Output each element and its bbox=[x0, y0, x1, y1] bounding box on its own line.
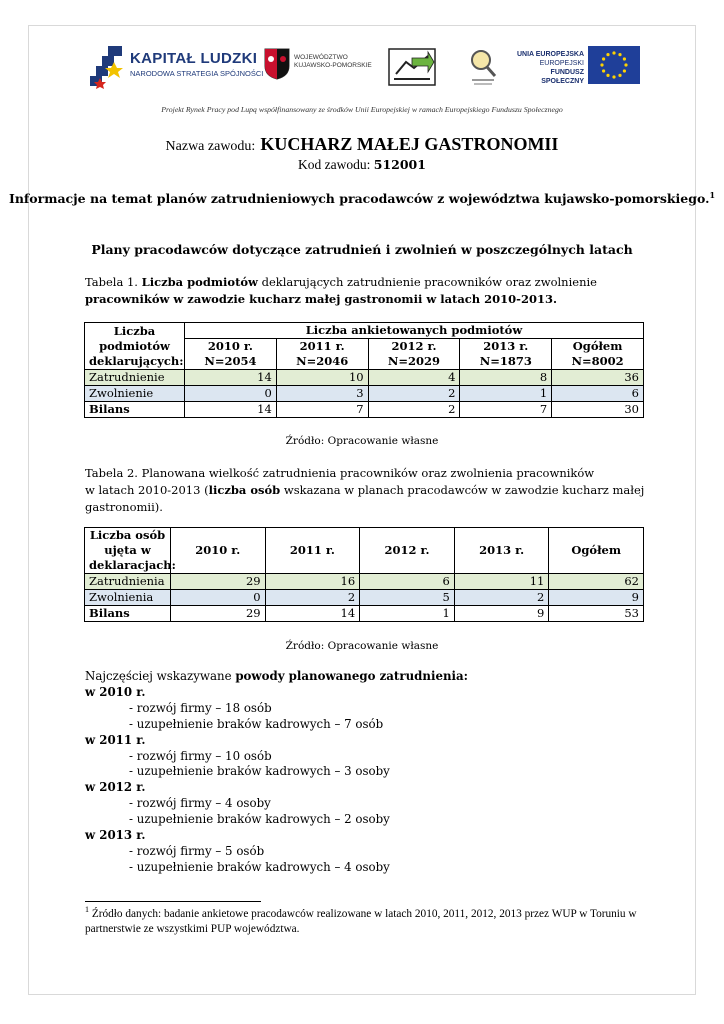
project-funding-line: Projekt Rynek Pracy pod Lupą współfinansowany ze środków Unii Europejskiej w ramach Europejskiego Funduszu Społecznego bbox=[161, 105, 563, 114]
list-item: - uzupełnienie braków kadrowych – 7 osób bbox=[129, 716, 384, 731]
reasons-intro bbox=[85, 669, 645, 685]
table-row bbox=[85, 402, 644, 418]
table-cell: 10 bbox=[276, 370, 368, 386]
profession-title bbox=[0, 134, 724, 155]
table1-col-header: 2013 r. N=1873 bbox=[460, 339, 552, 370]
list-item: - uzupełnienie braków kadrowych – 3 osoby bbox=[129, 764, 390, 779]
table-cell: 30 bbox=[552, 402, 644, 418]
table1-caption-c: deklarujących zatrudnienie pracowników oraz zwolnienie bbox=[257, 275, 597, 289]
table1-col-header: 2010 r. N=2054 bbox=[185, 339, 277, 370]
footnote-text: Źródło danych: badanie ankietowe pracodawców realizowane w latach 2010, 2011, 2012, 2013 przez WUP w Toruniu w partnerstwie ze wszystkimi PUP województwa. bbox=[85, 908, 637, 935]
table1-caption bbox=[85, 274, 645, 308]
row-label: Zwolnienia bbox=[85, 590, 171, 606]
table-cell: 5 bbox=[360, 590, 455, 606]
unia-europejska-line3: FUNDUSZ SPOŁECZNY bbox=[541, 69, 584, 85]
table2-col-header: 2010 r. bbox=[171, 528, 266, 574]
table2-caption-b: w latach 2010-2013 ( bbox=[85, 483, 209, 497]
table-cell: 11 bbox=[454, 574, 549, 590]
table2-corner-header: Liczba osób ujęta w deklaracjach: bbox=[85, 528, 171, 574]
footnote-mark: 1 bbox=[85, 905, 89, 915]
wojewodztwo-line2: KUJAWSKO-POMORSKIE bbox=[294, 62, 372, 69]
reason-year: w 2013 r. bbox=[85, 828, 146, 843]
table-cell: 6 bbox=[360, 574, 455, 590]
table-cell: 36 bbox=[552, 370, 644, 386]
table1-caption-b: Liczba podmiotów bbox=[141, 275, 258, 289]
section-heading-yearly: Plany pracodawców dotyczące zatrudnień i zwolnień w poszczególnych latach bbox=[91, 242, 633, 257]
table2-col-header: 2012 r. bbox=[360, 528, 455, 574]
table2-caption-a: Tabela 2. Planowana wielkość zatrudnienia pracowników oraz zwolnienia pracowników bbox=[85, 466, 595, 480]
table2-header-row bbox=[85, 528, 644, 574]
profession-label: Nazwa zawodu: bbox=[165, 139, 256, 154]
wojewodztwo-crest-icon bbox=[264, 48, 290, 80]
table1-caption-d: pracowników w zawodzie kucharz małej gastronomii w latach 2010-2013. bbox=[85, 292, 557, 306]
table-cell: 0 bbox=[171, 590, 266, 606]
logo-bar bbox=[88, 38, 640, 98]
table2-source: Źródło: Opracowanie własne bbox=[285, 640, 439, 652]
wojewodztwo-text bbox=[294, 54, 372, 70]
table-cell: 29 bbox=[171, 606, 266, 622]
list-item: - rozwój firmy – 18 osób bbox=[129, 700, 272, 715]
table-cell: 1 bbox=[360, 606, 455, 622]
reasons-intro-b: powody planowanego zatrudnienia: bbox=[235, 669, 469, 683]
table-cell: 14 bbox=[185, 370, 277, 386]
unia-europejska-line1: UNIA EUROPEJSKA bbox=[516, 51, 584, 58]
wojewodztwo-line1: WOJEWÓDZTWO bbox=[294, 54, 348, 61]
table-cell: 29 bbox=[171, 574, 266, 590]
table-cell: 6 bbox=[552, 386, 644, 402]
table1-source: Źródło: Opracowanie własne bbox=[285, 435, 439, 447]
profession-name: KUCHARZ MAŁEJ GASTRONOMII bbox=[260, 134, 559, 154]
hiring-reasons bbox=[85, 669, 645, 876]
table-cell: 2 bbox=[368, 402, 460, 418]
table-cell: 2 bbox=[454, 590, 549, 606]
row-label: Zatrudnienia bbox=[85, 574, 171, 590]
table-cell: 0 bbox=[185, 386, 277, 402]
table1-col-header: Ogółem N=8002 bbox=[552, 339, 644, 370]
table-cell: 9 bbox=[454, 606, 549, 622]
table1-caption-a: Tabela 1. bbox=[85, 275, 142, 289]
kapital-ludzki-subtitle: NARODOWA STRATEGIA SPÓJNOŚCI bbox=[130, 69, 264, 78]
eu-flag-icon bbox=[588, 46, 640, 84]
table1-header-row bbox=[85, 323, 644, 339]
table-cell: 2 bbox=[265, 590, 360, 606]
table-cell: 16 bbox=[265, 574, 360, 590]
code-label: Kod zawodu: bbox=[298, 157, 371, 172]
table-row bbox=[85, 370, 644, 386]
table-cell: 9 bbox=[549, 590, 644, 606]
table-cell: 53 bbox=[549, 606, 644, 622]
table2-persons bbox=[84, 527, 644, 622]
code-value: 512001 bbox=[373, 157, 426, 172]
table-cell: 3 bbox=[276, 386, 368, 402]
table-row bbox=[85, 606, 644, 622]
table2-caption-c: liczba osób bbox=[208, 483, 281, 497]
table2-col-header: 2013 r. bbox=[454, 528, 549, 574]
footnote-divider bbox=[85, 901, 261, 902]
table2-caption bbox=[85, 465, 645, 516]
table-cell: 4 bbox=[368, 370, 460, 386]
table-cell: 14 bbox=[265, 606, 360, 622]
unia-europejska-text bbox=[508, 50, 584, 86]
row-label: Bilans bbox=[85, 402, 185, 418]
table-cell: 2 bbox=[368, 386, 460, 402]
list-item: - rozwój firmy – 10 osób bbox=[129, 748, 272, 763]
kapital-ludzki-text bbox=[130, 50, 263, 78]
table2-caption-d: wskazana w planach pracodawców w zawodzie kucharz małej gastronomii). bbox=[85, 483, 645, 514]
table1-entities bbox=[84, 322, 644, 418]
kapital-ludzki-title: KAPITAŁ LUDZKI bbox=[130, 50, 258, 67]
section-heading-plans bbox=[0, 190, 724, 207]
list-item: - uzupełnienie braków kadrowych – 2 osoby bbox=[129, 812, 390, 827]
list-item: - rozwój firmy – 4 osoby bbox=[129, 796, 271, 811]
table-cell: 7 bbox=[276, 402, 368, 418]
row-label: Bilans bbox=[85, 606, 171, 622]
footnote bbox=[85, 907, 645, 937]
table1-col-header: 2012 r. N=2029 bbox=[368, 339, 460, 370]
reasons-intro-a: Najczęściej wskazywane bbox=[85, 669, 236, 683]
profession-code bbox=[0, 157, 724, 173]
kapital-ludzki-logo-icon bbox=[88, 42, 126, 94]
table1-group-header: Liczba ankietowanych podmiotów bbox=[185, 323, 644, 339]
reason-year: w 2011 r. bbox=[85, 732, 146, 747]
table-cell: 1 bbox=[460, 386, 552, 402]
table1-col-header: 2011 r. N=2046 bbox=[276, 339, 368, 370]
row-label: Zwolnienie bbox=[85, 386, 185, 402]
table2-col-header: 2011 r. bbox=[265, 528, 360, 574]
heading1-text: Informacje na temat planów zatrudnieniowych pracodawców z województwa kujawsko-pomorskiego. bbox=[8, 191, 710, 206]
table-cell: 7 bbox=[460, 402, 552, 418]
row-label: Zatrudnienie bbox=[85, 370, 185, 386]
footnote-ref[interactable]: 1 bbox=[709, 189, 716, 200]
list-item: - rozwój firmy – 5 osób bbox=[129, 843, 265, 858]
table-cell: 62 bbox=[549, 574, 644, 590]
table2-col-header: Ogółem bbox=[549, 528, 644, 574]
reason-year: w 2012 r. bbox=[85, 780, 146, 795]
rynek-pracy-logo-icon bbox=[388, 48, 436, 86]
table-row bbox=[85, 574, 644, 590]
table-row bbox=[85, 590, 644, 606]
table-cell: 14 bbox=[185, 402, 277, 418]
table1-corner-header: Liczba podmiotów deklarujących: bbox=[85, 323, 185, 370]
list-item: - uzupełnienie braków kadrowych – 4 osoby bbox=[129, 859, 390, 874]
unia-europejska-line2: EUROPEJSKI bbox=[539, 60, 584, 67]
lupa-magnifier-logo-icon bbox=[468, 48, 498, 88]
reason-year: w 2010 r. bbox=[85, 684, 146, 699]
table-row bbox=[85, 386, 644, 402]
table-cell: 8 bbox=[460, 370, 552, 386]
